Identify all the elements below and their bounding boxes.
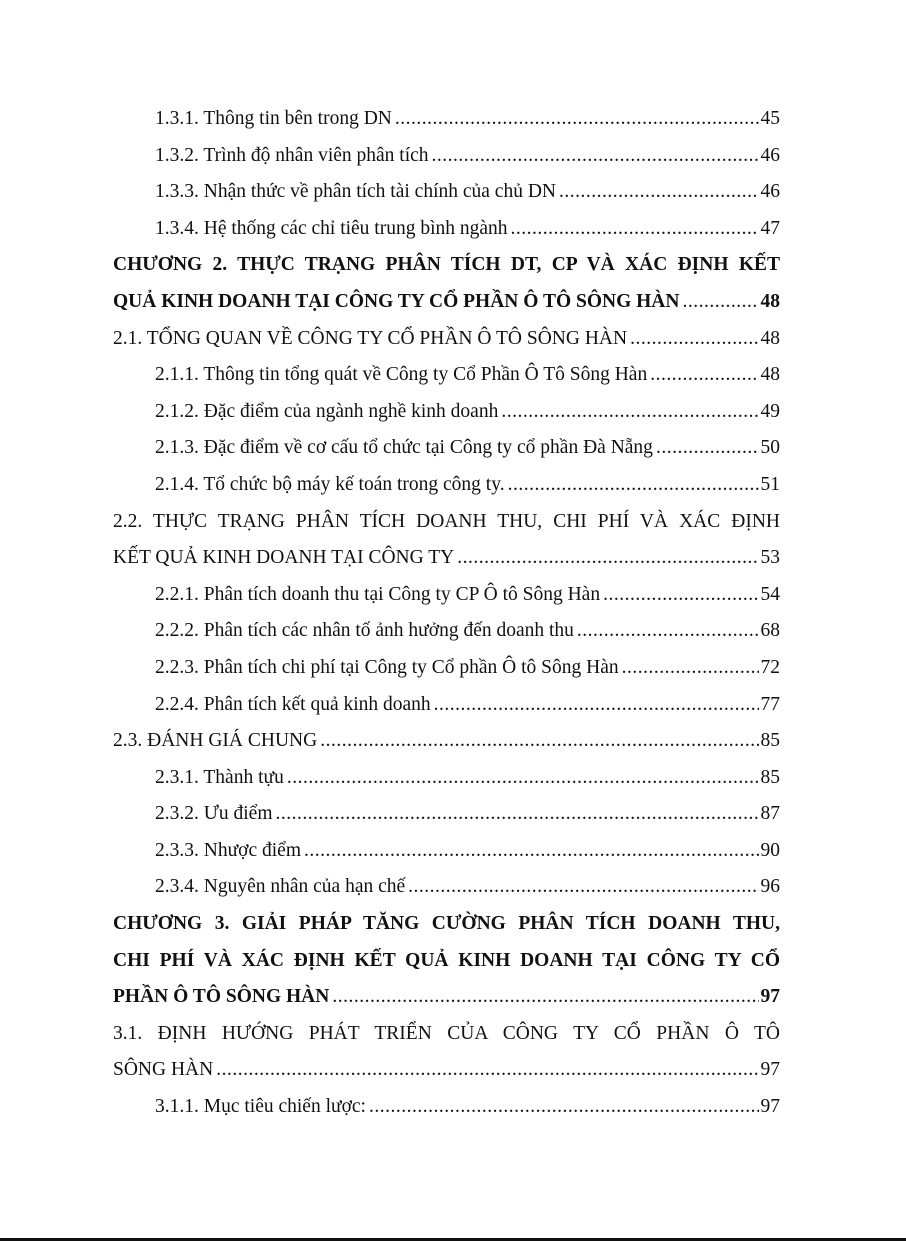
toc-subsection-entry[interactable] — [113, 833, 780, 870]
toc-page-number: 85 — [760, 730, 780, 752]
toc-chapter-heading-line: CHI PHÍ VÀ XÁC ĐỊNH KẾT QUẢ KINH DOANH TẠI CÔNG TY CỔ — [113, 949, 780, 971]
toc-subsection-entry[interactable] — [113, 357, 780, 394]
toc-entry-title: 2.3.4. Nguyên nhân của hạn chế — [155, 876, 406, 898]
toc-entry-title: 2.2.3. Phân tích chi phí tại Công ty Cổ phần Ô tô Sông Hàn — [155, 656, 619, 678]
toc-subsection-entry[interactable] — [113, 613, 780, 650]
toc-page-number: 90 — [760, 839, 780, 861]
toc-entry-title: 2.3.3. Nhược điểm — [155, 839, 301, 861]
toc-subsection-entry[interactable] — [113, 869, 780, 906]
toc-subsection-entry[interactable] — [113, 760, 780, 797]
toc-dot-leader — [508, 467, 759, 504]
toc-entry-title: 2.3.2. Ưu điểm — [155, 803, 273, 825]
toc-dot-leader — [369, 1089, 759, 1126]
table-of-contents — [113, 101, 780, 1126]
toc-page-number: 49 — [760, 400, 780, 422]
toc-dot-leader — [287, 760, 759, 797]
toc-page-number: 97 — [760, 986, 780, 1008]
toc-section-entry[interactable] — [113, 540, 780, 577]
toc-page-number: 47 — [760, 217, 780, 239]
toc-dot-leader — [577, 613, 759, 650]
toc-entry-title: 2.2.1. Phân tích doanh thu tại Công ty CP Ô tô Sông Hàn — [155, 583, 601, 605]
toc-entry-title: 2.3. ĐÁNH GIÁ CHUNG — [113, 730, 318, 752]
toc-section-entry[interactable] — [113, 1052, 780, 1089]
toc-page-number: 48 — [760, 364, 780, 386]
toc-subsection-entry[interactable] — [113, 430, 780, 467]
toc-dot-leader — [332, 979, 758, 1016]
toc-dot-leader — [216, 1052, 758, 1089]
toc-entry-title: 2.2.4. Phân tích kết quả kinh doanh — [155, 693, 431, 715]
toc-subsection-entry[interactable] — [113, 687, 780, 724]
toc-page-number: 97 — [760, 1059, 780, 1081]
toc-entry-title: 2.2.2. Phân tích các nhân tố ảnh hưởng đến doanh thu — [155, 620, 574, 642]
toc-page-number: 96 — [760, 876, 780, 898]
toc-page-number: 45 — [760, 108, 780, 129]
toc-dot-leader — [320, 723, 758, 760]
toc-dot-leader — [603, 577, 758, 614]
toc-entry-title: PHẦN Ô TÔ SÔNG HÀN — [113, 986, 330, 1008]
toc-entry-title: 2.1.4. Tổ chức bộ máy kế toán trong công ty. — [155, 473, 505, 495]
toc-entry-title: 2.3.1. Thành tựu — [155, 766, 284, 788]
toc-section-entry[interactable] — [113, 723, 780, 760]
toc-page-number: 54 — [760, 583, 780, 605]
toc-page-number: 77 — [760, 693, 780, 715]
toc-section-heading-line: 3.1. ĐỊNH HƯỚNG PHÁT TRIỂN CỦA CÔNG TY CỔ PHẦN Ô TÔ — [113, 1022, 780, 1044]
toc-entry-title: 1.3.1. Thông tin bên trong DN — [155, 108, 392, 129]
toc-section-entry[interactable] — [113, 321, 780, 358]
toc-dot-leader — [434, 687, 759, 724]
toc-dot-leader — [559, 174, 759, 211]
toc-entry-title: 2.1.1. Thông tin tổng quát về Công ty Cổ Phần Ô Tô Sông Hàn — [155, 364, 648, 386]
toc-page-number: 51 — [760, 473, 780, 495]
toc-entry-title: SÔNG HÀN — [113, 1059, 214, 1081]
toc-dot-leader — [622, 650, 759, 687]
toc-entry-title: 2.1.2. Đặc điểm của ngành nghề kinh doanh — [155, 400, 499, 422]
toc-page-number: 97 — [760, 1096, 780, 1118]
toc-subsection-entry[interactable] — [113, 211, 780, 248]
toc-entry-title: 1.3.3. Nhận thức về phân tích tài chính của chủ DN — [155, 181, 556, 203]
toc-entry-title: 3.1.1. Mục tiêu chiến lược: — [155, 1096, 366, 1118]
toc-dot-leader — [457, 540, 758, 577]
toc-dot-leader — [276, 796, 759, 833]
toc-dot-leader — [511, 211, 759, 248]
toc-page-number: 48 — [760, 327, 780, 349]
toc-subsection-entry[interactable] — [113, 394, 780, 431]
toc-entry-title: 1.3.4. Hệ thống các chỉ tiêu trung bình ngành — [155, 217, 508, 239]
toc-dot-leader — [656, 430, 759, 467]
toc-dot-leader — [432, 138, 759, 175]
toc-entry-title: KẾT QUẢ KINH DOANH TẠI CÔNG TY — [113, 547, 455, 569]
toc-dot-leader — [304, 833, 759, 870]
toc-subsection-entry[interactable] — [113, 796, 780, 833]
toc-dot-leader — [395, 101, 759, 138]
toc-chapter-entry[interactable] — [113, 979, 780, 1016]
toc-page-number: 53 — [760, 547, 780, 569]
toc-page-number: 46 — [760, 181, 780, 203]
toc-page-number: 48 — [760, 290, 780, 312]
toc-page-number: 50 — [760, 437, 780, 459]
toc-page-number: 85 — [760, 766, 780, 788]
toc-subsection-entry[interactable] — [113, 101, 780, 138]
toc-subsection-entry[interactable] — [113, 467, 780, 504]
toc-dot-leader — [630, 321, 758, 358]
toc-subsection-entry[interactable] — [113, 650, 780, 687]
toc-dot-leader — [682, 284, 758, 321]
toc-page-number: 46 — [760, 144, 780, 166]
toc-page-number: 68 — [760, 620, 780, 642]
toc-entry-title: 1.3.2. Trình độ nhân viên phân tích — [155, 144, 429, 166]
toc-chapter-entry[interactable] — [113, 284, 780, 321]
toc-dot-leader — [650, 357, 758, 394]
toc-chapter-heading-line: CHƯƠNG 2. THỰC TRẠNG PHÂN TÍCH DT, CP VÀ XÁC ĐỊNH KẾT — [113, 254, 780, 276]
toc-page-number: 72 — [760, 656, 780, 678]
toc-subsection-entry[interactable] — [113, 1089, 780, 1126]
toc-section-heading-line: 2.2. THỰC TRẠNG PHÂN TÍCH DOANH THU, CHI PHÍ VÀ XÁC ĐỊNH — [113, 510, 780, 532]
toc-page-number: 87 — [760, 803, 780, 825]
toc-subsection-entry[interactable] — [113, 174, 780, 211]
toc-dot-leader — [501, 394, 758, 431]
toc-dot-leader — [408, 869, 758, 906]
toc-entry-title: 2.1. TỔNG QUAN VỀ CÔNG TY CỔ PHẦN Ô TÔ SÔNG HÀN — [113, 327, 628, 349]
toc-subsection-entry[interactable] — [113, 138, 780, 175]
toc-entry-title: QUẢ KINH DOANH TẠI CÔNG TY CỔ PHẦN Ô TÔ SÔNG HÀN — [113, 290, 680, 312]
toc-chapter-heading-line: CHƯƠNG 3. GIẢI PHÁP TĂNG CƯỜNG PHÂN TÍCH DOANH THU, — [113, 913, 780, 935]
toc-subsection-entry[interactable] — [113, 577, 780, 614]
toc-entry-title: 2.1.3. Đặc điểm về cơ cấu tổ chức tại Công ty cổ phần Đà Nẵng — [155, 437, 653, 459]
